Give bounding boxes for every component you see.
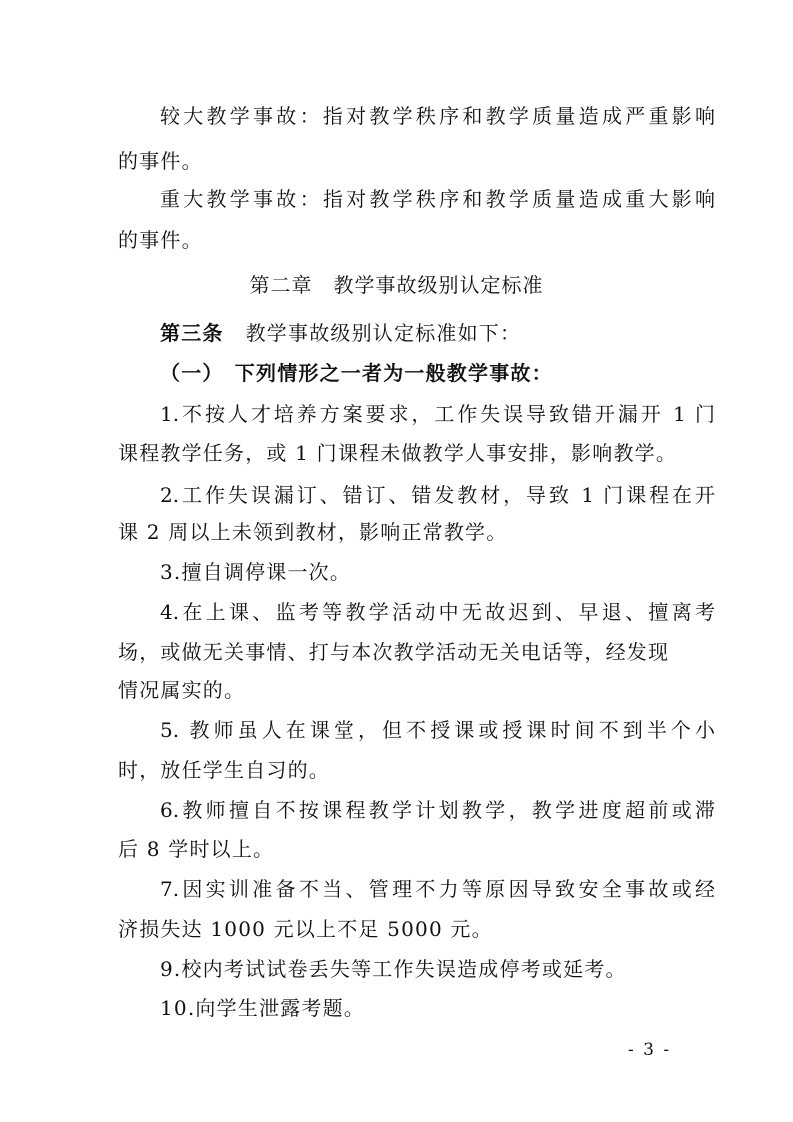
item-5-line1: 5. 教师虽人在课堂，但不授课或授课时间不到半个小 — [160, 718, 715, 742]
item-7-line1: 7.因实训准备不当、管理不力等原因导致安全事故或经 — [160, 877, 715, 901]
item-1-line2: 课程教学任务，或 1 门课程未做教学人事安排，影响教学。 — [118, 441, 678, 465]
article-3-text: 教学事故级别认定标准如下： — [245, 321, 522, 345]
item-7-line2: 济损失达 1000 元以上不足 5000 元。 — [118, 917, 493, 941]
item-9-line1: 9.校内考试试卷丢失等工作失误造成停考或延考。 — [160, 957, 627, 981]
item-6-line2: 后 8 学时以上。 — [118, 837, 275, 861]
major-accident-line2: 的事件。 — [118, 149, 203, 173]
article-3-label: 第三条 — [160, 321, 224, 345]
article-3 — [160, 321, 521, 345]
item-4-line1: 4.在上课、监考等教学活动中无故迟到、早退、擅离考 — [160, 600, 715, 624]
serious-accident-line2: 的事件。 — [118, 228, 203, 252]
item-5-line2: 时，放任学生自习的。 — [118, 758, 330, 782]
item-10-line1: 10.向学生泄露考题。 — [160, 996, 366, 1020]
item-2-line2: 课 2 周以上未领到教材，影响正常教学。 — [118, 520, 508, 544]
section-1-heading: （一） 下列情形之一者为一般教学事故： — [160, 361, 553, 385]
serious-accident-line1: 重大教学事故：指对教学秩序和教学质量造成重大影响 — [160, 187, 715, 211]
item-6-line1: 6.教师擅自不按课程教学计划教学，教学进度超前或滞 — [160, 798, 715, 822]
chapter-heading: 第二章 教学事故级别认定标准 — [249, 273, 544, 297]
page-number: - 3 - — [628, 1040, 672, 1060]
item-4-line2: 场，或做无关事情、打与本次教学活动无关电话等，经发现 — [118, 640, 670, 664]
item-2-line1: 2.工作失误漏订、错订、错发教材，导致 1 门课程在开 — [160, 483, 715, 507]
item-3-line1: 3.擅自调停课一次。 — [160, 560, 352, 584]
item-4-line3: 情况属实的。 — [118, 678, 246, 702]
item-1-line1: 1.不按人才培养方案要求，工作失误导致错开漏开 1 门 — [160, 402, 715, 426]
major-accident-line1: 较大教学事故：指对教学秩序和教学质量造成严重影响 — [160, 104, 715, 128]
